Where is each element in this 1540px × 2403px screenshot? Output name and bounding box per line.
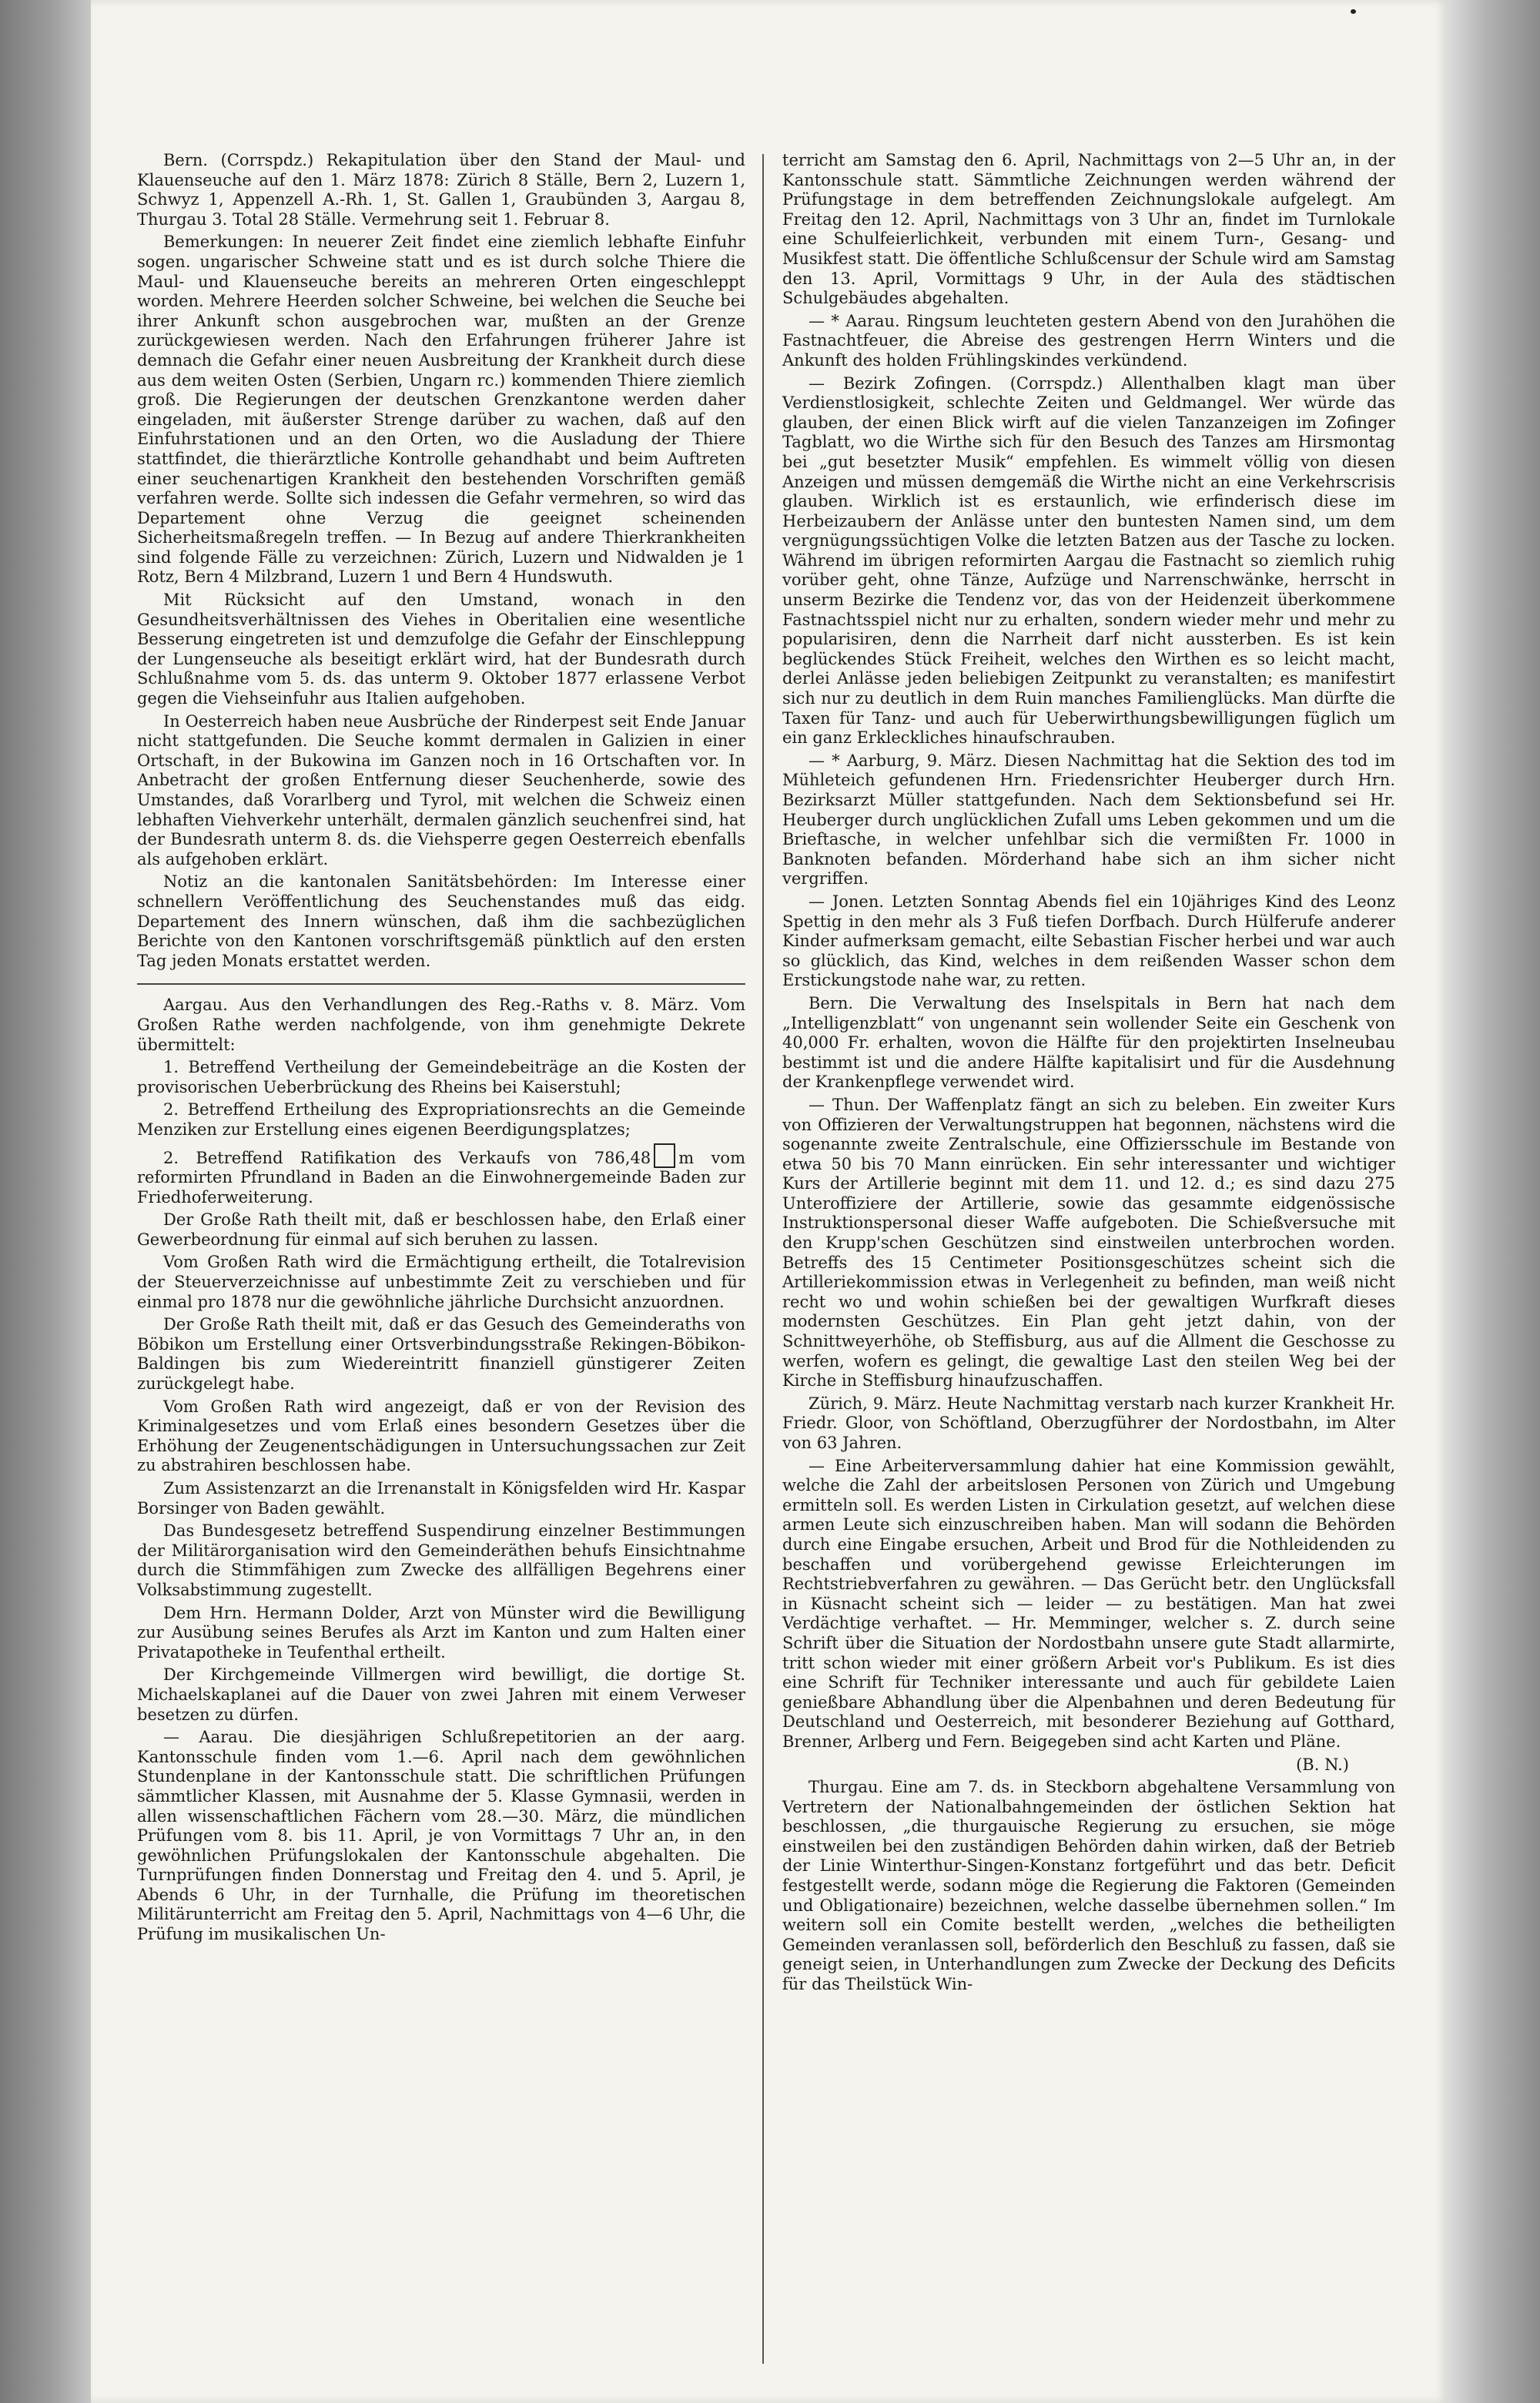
- article-thurgau: Thurgau. Eine am 7. ds. in Steckborn abgehaltene Versammlung von Vertretern der Nationalbahngemeinden der östlichen Sektion hat beschlossen, „die thurgauische Regierung zu ersuchen, sie möge einstweilen bei den zuständigen Behörden dahin wirken, daß der Betrieb der Linie Winterthur-Singen-Konstanz fortgeführt und das betr. Deficit festgestellt werde, sodann möge die Regierung die Faktoren (Gemeinden und Obligationaire) bezeichnen, welche dasselbe übernehmen sollen.“ Im weitern soll ein Comite bestellt werden, „welches die betheiligten Gemeinden veranlassen soll, beförderlich den Beschluß zu fassen, daß sie geneigt seien, in Unterhandlungen zum Zwecke der Deckung des Deficits für das Theilstück Win-: [782, 1778, 1395, 1994]
- article-bern-inselspital: Bern. Die Verwaltung des Inselspitals in Bern hat nach dem „Intelligenzblatt“ von ungenannt sein wollender Seite ein Geschenk von 40,000 Fr. erhalten, wovon die Hälfte für den projektirten Inselneubau bestimmt ist und die andere Hälfte kapitalisirt und für die Ausdehnung der Krankenpflege verwendet wird.: [782, 993, 1395, 1092]
- article-aarau-schule-cont: terricht am Samstag den 6. April, Nachmittags von 2—5 Uhr an, in der Kantonsschule statt. Sämmtliche Zeichnungen werden während der Prüfungstage in dem betreffenden Zeichnungslokale aufgelegt. Am Freitag den 12. April, Nachmittags von 3 Uhr an, findet im Turnlokale eine Schulfeierlichkeit, verbunden mit einem Turn-, Gesang- und Musikfest statt. Die öffentliche Schlußcensur der Schule wird am Samstag den 13. April, Vormittags 9 Uhr, in der Aula des städtischen Schulgebäudes abgehalten.: [782, 151, 1395, 308]
- decree-item-3: [137, 1143, 745, 1208]
- article-assistenzarzt: Zum Assistenzarzt an die Irrenanstalt in Königsfelden wird Hr. Kaspar Borsinger von Baden gewählt.: [137, 1479, 745, 1518]
- article-dolder: Dem Hrn. Hermann Dolder, Arzt von Münster wird die Bewilligung zur Ausübung seines Berufes als Arzt im Kanton und zum Halten einer Privatapotheke in Teufenthal ertheilt.: [137, 1603, 745, 1662]
- ink-speck: [1351, 9, 1356, 14]
- decree-item-3-text-b: m vom reformirten Pfrundland in Baden an die Einwohnergemeinde Baden zur Friedhoferweiterung.: [137, 1148, 745, 1207]
- decree-item-3-text-a: 2. Betreffend Ratifikation des Verkaufs von 786,48: [163, 1148, 651, 1167]
- article-zuerich-arbeiter: — Eine Arbeiterversammlung dahier hat eine Kommission gewählt, welche die Zahl der arbeitslosen Personen von Zürich und Umgebung ermitteln soll. Es werden Listen in Cirkulation gesetzt, auf welchen diese armen Leute sich einzuschreiben haben. Man will sodann die Behörden durch eine Eingabe ersuchen, Arbeit und Brod für die Nothleidenden zu beschaffen und vorübergehend gewisse Erleichterungen im Rechtstriebverfahren zu gewähren. — Das Gerücht betr. den Unglücksfall in Küsnacht scheint sich — leider — zu bestätigen. Man hat zwei Verdächtige verhaftet. — Hr. Memminger, welcher s. Z. durch seine Schrift über die Situation der Nordostbahn unsere gute Stadt allarmirte, tritt schon wieder mit einer größern Arbeit vor's Publikum. Es ist dies eine Schrift für Techniker interessante und auch für gebildete Laien genießbare Abhandlung über die Alpenbahnen und deren Bedeutung für Deutschland und Oesterreich, mit besonderer Beziehung auf Gotthard, Brenner, Arlberg und Fern. Beigegeben sind acht Karten und Pläne.: [782, 1456, 1395, 1751]
- decree-item-2: 2. Betreffend Ertheilung des Expropriationsrechts an die Gemeinde Menziken zur Erstellung eines eigenen Beerdigungsplatzes;: [137, 1100, 745, 1139]
- article-aarburg: — * Aarburg, 9. März. Diesen Nachmittag hat die Sektion des tod im Mühleteich gefundenen Hrn. Friedensrichter Heuberger durch Hrn. Bezirksarzt Müller stattgefunden. Nach dem Sektionsbefund sei Hr. Heuberger durch unglücklichen Zufall ums Leben gekommen und um die Brieftasche, in welcher unfehlbar sich die vermißten Fr. 1000 in Banknoten befanden. Mörderhand habe sich an ihm sicher nicht vergriffen.: [782, 751, 1395, 889]
- decree-item-1: 1. Betreffend Vertheilung der Gemeindebeiträge an die Kosten der provisorischen Ueberbrückung des Rheins bei Kaiserstuhl;: [137, 1058, 745, 1096]
- article-gewerbeordnung: Der Große Rath theilt mit, daß er beschlossen habe, den Erlaß einer Gewerbeordnung für einmal auf sich beruhen zu lassen.: [137, 1210, 745, 1249]
- article-kriminalgesetz: Vom Großen Rath wird angezeigt, daß er von der Revision des Kriminalgesetzes und vom Erlaß eines besondern Gesetzes über die Erhöhung der Zeugenentschädigungen in Untersuchungssachen zur Zeit zu abstrahiren beschlossen habe.: [137, 1397, 745, 1475]
- article-boebikon: Der Große Rath theilt mit, daß er das Gesuch des Gemeinderaths von Böbikon um Erstellung einer Ortsverbindungsstraße Rekingen-Böbikon-Baldingen bis zum Wiedereintritt finanziell günstigerer Zeiten zurückgelegt habe.: [137, 1315, 745, 1394]
- article-thun: — Thun. Der Waffenplatz fängt an sich zu beleben. Ein zweiter Kurs von Offizieren der Verwaltungstruppen hat begonnen, nächstens wird die sogenannte zweite Zentralschule, eine Offiziersschule im Bestande von etwa 50 bis 70 Mann einrücken. Ein sehr interessanter und wichtiger Kurs der Artillerie beginnt mit dem 11. und 12. d.; es sind dazu 275 Unteroffiziere der Artillerie, sowie das gesammte eidgenössische Instruktionspersonal dieser Waffe aufgeboten. Die Schießversuche mit den Krupp'schen Geschützen sind einstweilen unterbrochen worden. Betreffs des 15 Centimeter Positionsgeschützes scheint sich die Artilleriekommission etwas in Verlegenheit zu befinden, man weiß nicht recht wo und wohin schießen bei der gewaltigen Wurfkraft dieses modernsten Geschützes. Ein Plan geht jetzt dahin, von der Schnittweyerhöhe, ob Steffisburg, aus auf die Allment die Geschosse zu werfen, wofern es gelingt, die gewaltige Last den steilen Weg bei der Kirche in Steffisburg hinaufzuschaffen.: [782, 1095, 1395, 1391]
- scan-margin-right: [1448, 0, 1540, 2403]
- article-bundesgesetz: Das Bundesgesetz betreffend Suspendirung einzelner Bestimmungen der Militärorganisation wird den Gemeinderäthen behufs Einsichtnahme durch die Stimmfähigen zum Zwecke des allfälligen Begehrens einer Volksabstimmung zugestellt.: [137, 1521, 745, 1599]
- article-aarau-schule: — Aarau. Die diesjährigen Schlußrepetitorien an der aarg. Kantonsschule finden vom 1.—6. April nach dem gewöhnlichen Stundenplane in der Kantonsschule statt. Die schriftlichen Prüfungen sämmtlicher Klassen, mit Ausnahme der 5. Klasse Gymnasii, werden in allen wissenschaftlichen Fächern vom 28.—30. März, die mündlichen Prüfungen vom 8. bis 11. April, je von Vormittags 7 Uhr an, in den gewöhnlichen Prüfungslokalen der Kantonsschule abgehalten. Die Turnprüfungen finden Donnerstag und Freitag den 4. und 5. April, je Abends 6 Uhr, in der Turnhalle, die Prüfung im theoretischen Militärunterricht am Freitag den 5. April, Nachmittags von 4—6 Uhr, die Prüfung im musikalischen Un-: [137, 1728, 745, 1944]
- square-unit-symbol: [654, 1143, 675, 1168]
- article-rinderpest: In Oesterreich haben neue Ausbrüche der Rinderpest seit Ende Januar nicht stattgefunden. Die Seuche kommt dermalen in Galizien in einer Ortschaft, in der Bukowina im Ganzen noch in 16 Ortschaften vor. In Anbetracht der großen Entfernung dieser Seuchenherde, sowie des Umstandes, daß Vorarlberg und Tyrol, mit welchen die Schweiz einen lebhaften Viehverkehr unterhält, dermalen gänzlich seuchenfrei sind, hat der Bundesrath unterm 8. ds. die Viehsperre gegen Oesterreich ebenfalls als aufgehoben erklärt.: [137, 711, 745, 868]
- article-steuerverzeichnisse: Vom Großen Rath wird die Ermächtigung ertheilt, die Totalrevision der Steuerverzeichnisse auf unbestimmte Zeit zu verschieben und für einmal pro 1878 nur die gewöhnliche jährliche Durchsicht anzuordnen.: [137, 1253, 745, 1311]
- article-aargau-regrath: Aargau. Aus den Verhandlungen des Reg.-Raths v. 8. März. Vom Großen Rathe werden nachfolgende, von ihm genehmigte Dekrete übermittelt:: [137, 996, 745, 1054]
- article-bern-seuche: Bern. (Corrspdz.) Rekapitulation über den Stand der Maul- und Klauenseuche auf den 1. März 1878: Zürich 8 Ställe, Bern 2, Luzern 1, Schwyz 1, Appenzell A.-Rh. 1, St. Gallen 1, Graubünden 3, Aargau 8, Thurgau 3. Total 28 Ställe. Vermehrung seit 1. Februar 8.: [137, 151, 745, 229]
- article-aarau-fastnacht: — * Aarau. Ringsum leuchteten gestern Abend von den Jurahöhen die Fastnachtfeuer, die Abreise des gestrengen Herrn Winters und die Ankunft des holden Frühlingskindes verkündend.: [782, 311, 1395, 370]
- article-notiz-sanitaet: Notiz an die kantonalen Sanitätsbehörden: Im Interesse einer schnellern Veröffentlichung des Seuchenstandes muß das eidg. Departement des Innern wünschen, daß ihm die sachbezüglichen Berichte von den Kantonen vorschriftsgemäß pünktlich auf den ersten Tag jeden Monats erstattet werden.: [137, 872, 745, 970]
- article-lungenseuche: Mit Rücksicht auf den Umstand, wonach in den Gesundheitsverhältnissen des Viehes in Oberitalien eine wesentliche Besserung eingetreten ist und demzufolge die Gefahr der Einschleppung der Lungenseuche als beseitigt erklärt wird, hat der Bundesrath durch Schlußnahme vom 5. ds. das unterm 9. Oktober 1877 erlassene Verbot gegen die Viehseinfuhr aus Italien aufgehoben.: [137, 591, 745, 708]
- article-zofingen: — Bezirk Zofingen. (Corrspdz.) Allenthalben klagt man über Verdienstlosigkeit, schlechte Zeiten und Geldmangel. Wer würde das glauben, der einen Blick wirft auf die vielen Tanzanzeigen im Zofinger Tagblatt, wo die Wirthe sich für den Besuch des Tanzes am Hirsmontag bei „gut besetzter Musik“ empfehlen. Es wimmelt völlig von diesen Anzeigen und müssen demgemäß die Wirthe nicht an eine Verkehrscrisis glauben. Wirklich ist es erstaunlich, wie erfinderisch diese im Herbeizaubern der Anlässe unter den buntesten Namen sind, um dem vergnügungssüchtigen Volke die letzten Batzen aus der Tasche zu locken. Während im übrigen reformirten Aargau die Fastnacht so ziemlich ruhig vorüber geht, ohne Tänze, Aufzüge und Narrenschwänke, herrscht in unserm Bezirke die Tendenz vor, das von der Heidenzeit überkommene Fastnachtsspiel nicht nur zu erhalten, sondern wieder mehr und mehr zu popularisiren, denn die Narrheit darf nicht aussterben. Es ist kein beglückendes Stück Freiheit, welches den Wirthen es so leicht macht, derlei Anlässe jeden beliebigen Zeitpunkt zu veranstalten; es manifestirt sich nur zu deutlich in dem Ruin manches Familienglücks. Man dürfte die Taxen für Tanz- und auch für Ueberwirthungsbewilligungen füglich um ein ganz Erkleckliches hinaufschrauben.: [782, 373, 1395, 748]
- right-column: [782, 151, 1395, 1998]
- column-divider: [762, 154, 764, 2364]
- article-villmergen: Der Kirchgemeinde Villmergen wird bewilligt, die dortige St. Michaelskaplanei auf die Dauer von zwei Jahren mit einem Verweser besetzen zu dürfen.: [137, 1665, 745, 1724]
- article-zuerich-gloor: Zürich, 9. März. Heute Nachmittag verstarb nach kurzer Krankheit Hr. Friedr. Gloor, von Schöftland, Oberzugführer der Nordostbahn, im Alter von 63 Jahren.: [782, 1394, 1395, 1452]
- left-column: [137, 151, 745, 1948]
- scan-margin-left: [0, 0, 92, 2403]
- article-jonen: — Jonen. Letzten Sonntag Abends fiel ein 10jähriges Kind des Leonz Spettig in den mehr als 3 Fuß tiefen Dorfbach. Durch Hülferufe anderer Kinder aufmerksam gemacht, eilte Sebastian Fischer herbei und war auch so glücklich, das Kind, welches in dem reißenden Wasser schon dem Erstickungstode nahe war, zu retten.: [782, 892, 1395, 990]
- article-source-sig: (B. N.): [1296, 1755, 1349, 1774]
- section-separator: [137, 983, 745, 985]
- article-bemerkungen: Bemerkungen: In neuerer Zeit findet eine ziemlich lebhafte Einfuhr sogen. ungarischer Schweine statt und es ist durch solche Thiere die Maul- und Klauenseuche bereits an mehreren Orten eingeschleppt worden. Mehrere Heerden solcher Schweine, bei welchen die Seuche bei ihrer Ankunft schon ausgebrochen war, mußten an der Grenze zurückgewiesen werden. Nach den Erfahrungen früherer Jahre ist demnach die Gefahr einer neuen Ausbreitung der Krankheit durch diese aus dem weiten Osten (Serbien, Ungarn rc.) kommenden Thiere ziemlich groß. Die Regierungen der deutschen Grenzkantone werden daher eingeladen, mit äußerster Strenge darüber zu wachen, daß auf den Einfuhrstationen und an den Orten, wo die Ausladung der Thiere stattfindet, die thierärztliche Kontrolle gehandhabt und beim Auftreten einer seuchenartigen Krankheit den bestehenden Vorschriften gemäß verfahren werde. Sollte sich indessen die Gefahr vermehren, so wird das Departement ohne Verzug die geeignet scheinenden Sicherheitsmaßregeln treffen. — In Bezug auf andere Thierkrankheiten sind folgende Fälle zu verzeichnen: Zürich, Luzern und Nidwalden je 1 Rotz, Bern 4 Milzbrand, Luzern 1 und Bern 4 Hundswuth.: [137, 233, 745, 587]
